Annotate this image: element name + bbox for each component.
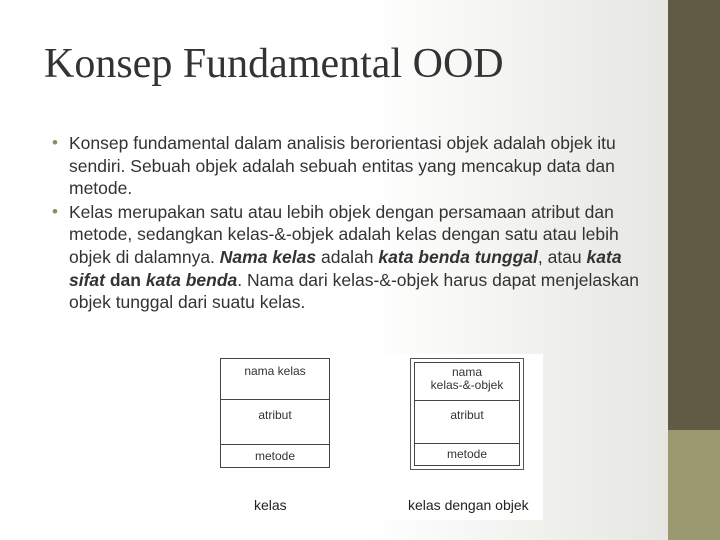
class-methods-cell — [221, 445, 329, 467]
class-attributes-cell — [221, 400, 329, 430]
class-object-box-outer — [410, 358, 524, 470]
class-object-name-label-line1: nama — [451, 365, 483, 379]
bullet-list — [52, 132, 652, 315]
emphasis-kata-benda-tunggal: kata benda tunggal — [378, 246, 538, 267]
bullet-dot-icon: • — [52, 133, 58, 152]
bullet-text: . Nama dari kelas-&-objek harus dapat menjelaskan objek tunggal dari suatu kelas. — [69, 269, 640, 313]
class-object-attributes-label: atribut — [450, 407, 484, 422]
class-object-methods-cell — [415, 444, 519, 464]
emphasis-dan: dan — [109, 269, 141, 290]
bullet-text: Konsep fundamental dalam analisis berorientasi objek adalah objek itu sendiri. Sebuah objek adalah sebuah entitas yang mencakup data dan metode. — [69, 133, 616, 199]
class-caption: kelas — [254, 497, 287, 513]
class-diagram-figure — [205, 354, 543, 520]
class-object-caption: kelas dengan objek — [408, 497, 529, 513]
class-object-name-label-line2: kelas-&-objek — [430, 378, 504, 392]
class-name-cell — [221, 361, 329, 391]
emphasis-kata-benda: kata benda — [145, 269, 238, 290]
bullet-dot-icon: • — [52, 201, 58, 221]
slide-title: Konsep Fundamental OOD — [44, 41, 504, 87]
class-name-label: nama kelas — [244, 364, 306, 378]
class-object-box — [414, 362, 520, 466]
class-object-name-cell — [415, 364, 519, 394]
bullet-text: Kelas merupakan satu atau lebih objek dengan persamaan atribut dan metode, sedangkan kelas-&-objek adalah kelas dengan satu atau lebih objek di dalamnya. — [69, 201, 619, 267]
bullet-text: adalah — [316, 246, 379, 267]
class-object-attributes-cell — [415, 401, 519, 429]
emphasis-nama-kelas: Nama kelas — [219, 246, 317, 267]
emphasis-kata-sifat: kata sifat — [69, 246, 622, 290]
sidebar-accent-block — [668, 430, 720, 540]
class-box — [220, 358, 330, 468]
bullet-item — [52, 132, 652, 200]
bullet-text: , atau — [537, 246, 587, 267]
bullet-item — [52, 201, 652, 314]
class-methods-label: metode — [254, 448, 296, 463]
class-object-methods-label: metode — [446, 446, 488, 461]
class-attributes-label: atribut — [258, 407, 292, 422]
